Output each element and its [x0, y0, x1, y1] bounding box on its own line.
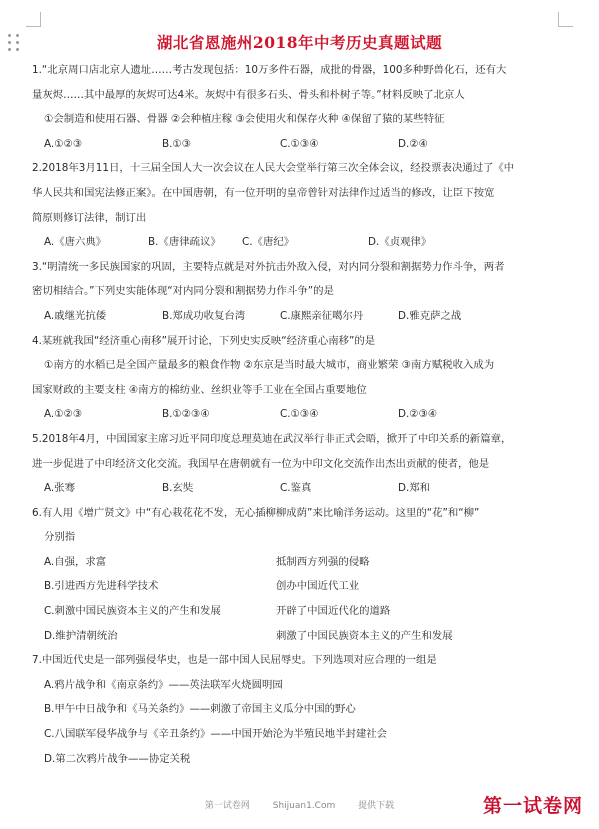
option-c-left: C.刺激中国民族资本主义的产生和发展: [44, 605, 221, 618]
brand-logo: 第一试卷网: [482, 795, 583, 817]
question-6-text: 6.有人用《增广贤文》中“有心栽花花不发，无心插柳柳成荫”来比喻洋务运动。这里的“花”和“柳”: [32, 506, 480, 519]
option-d: D.郑和: [398, 482, 431, 495]
option-b: B.玄奘: [162, 482, 194, 495]
exam-content: [32, 58, 572, 771]
option-b: B.①③: [162, 137, 192, 150]
option-a: A.①②③: [44, 408, 83, 421]
question-6-option-d: [32, 624, 572, 649]
question-2-text: 简原则修订法律，制订出: [32, 211, 147, 224]
option-d: D.②④: [398, 137, 428, 150]
question-4-statements: ①南方的水稻已是全国产量最多的粮食作物 ②东京是当时最大城市，商业繁荣 ③南方赋税收入成为: [44, 359, 495, 372]
page-title: 湖北省恩施州2018年中考历史真题试题: [156, 33, 443, 52]
option-a: A.戚继光抗倭: [44, 309, 107, 322]
option-c: C.康熙亲征噶尔丹: [280, 309, 364, 322]
option-d-left: D.维护清朝统治: [44, 629, 118, 642]
option-a: A.①②③: [44, 137, 83, 150]
question-4-text: 4.某班就我国“经济重心南移”展开讨论，下列史实反映“经济重心南移”的是: [32, 334, 376, 347]
option-c: C.八国联军侵华战争与《辛丑条约》——中国开始沦为半殖民地半封建社会: [44, 728, 388, 741]
option-d: D.《贞观律》: [368, 236, 432, 249]
question-4-options: [32, 402, 572, 427]
option-c: C.鉴真: [280, 482, 312, 495]
option-b: B.《唐律疏议》: [148, 236, 221, 249]
option-c: C.①③④: [280, 137, 319, 150]
page-corner-mark: [26, 12, 41, 27]
option-c-right: 开辟了中国近代化的道路: [276, 605, 391, 618]
option-c: C.《唐纪》: [242, 236, 295, 249]
option-d: D.第二次鸦片战争——协定关税: [44, 752, 191, 765]
footer-site-name: 第一试卷网: [204, 801, 250, 811]
option-b: B.甲午中日战争和《马关条约》——刺激了帝国主义瓜分中国的野心: [44, 703, 356, 716]
option-d: D.②③④: [398, 408, 438, 421]
question-1-statements: ①会制造和使用石器、骨器 ②会种植庄稼 ③会使用火和保存火种 ④保留了猿的某些特征: [44, 113, 445, 126]
option-a: A.张骞: [44, 482, 76, 495]
option-a: A.鸦片战争和《南京条约》——英法联军火烧圆明园: [44, 678, 283, 691]
option-a: A.《唐六典》: [44, 236, 107, 249]
question-5-options: [32, 476, 572, 501]
page-corner-mark: [558, 12, 573, 27]
question-7-text: 7.中国近代史是一部列强侵华史，也是一部中国人民屈辱史。下列选项对应合理的一组是: [32, 654, 437, 667]
question-3-text: 3.“明清统一多民族国家的巩固，主要特点就是对外抗击外敌入侵，对内同分裂和割据势力作斗争，两者: [32, 260, 505, 273]
option-b: B.郑成功收复台湾: [162, 309, 246, 322]
option-b-left: B.引进西方先进科学技术: [44, 580, 159, 593]
option-a-left: A.自强，求富: [44, 555, 107, 568]
question-5-text: 5.2018年4月，中国国家主席习近平同印度总理莫迪在武汉举行非正式会晤，掀开了中印关系的新篇章，: [32, 432, 512, 445]
question-6-text: 分别指: [44, 531, 76, 544]
option-d: D.雅克萨之战: [398, 309, 462, 322]
question-3-text: 密切相结合。”下列史实能体现“对内同分裂和割据势力作斗争”的是: [32, 285, 334, 298]
question-6-option-c: [32, 599, 572, 624]
question-5-text: 进一步促进了中印经济文化交流。我国早在唐朝就有一位为中印文化交流作出杰出贡献的使者，他是: [32, 457, 490, 470]
question-4-statements: 国家财政的主要支柱 ④南方的棉纺业、丝织业等手工业在全国占重要地位: [32, 383, 367, 396]
option-d-right: 刺激了中国民族资本主义的产生和发展: [276, 629, 453, 642]
question-3-options: [32, 304, 572, 329]
question-1-text: 1.“北京周口店北京人遗址……考古发现包括：10万多件石器，成批的骨器，100多种野兽化石，还有大: [32, 64, 507, 76]
footer-site-url[interactable]: Shijuan1.Com: [272, 801, 336, 811]
question-2-text: 华人民共和国宪法修正案》。在中国唐朝，有一位开明的皇帝曾针对法律作过适当的修改，让臣下按宽: [32, 186, 495, 199]
option-b: B.①②③④: [162, 408, 210, 421]
question-6-option-a: [32, 550, 572, 575]
question-2-options: [32, 230, 572, 255]
option-a-right: 抵制西方列强的侵略: [276, 555, 370, 568]
question-6-option-b: [32, 574, 572, 599]
question-1-text: 量灰烬……其中最厚的灰烬可达4米。灰烬中有很多石头、骨头和朴树子等。”材料反映了北京人: [32, 88, 465, 101]
footer-download-note: 提供下载: [358, 801, 395, 811]
question-1-options: [32, 132, 572, 157]
question-2-text: 2.2018年3月11日，十三届全国人大一次会议在人民大会堂举行第三次全体会议，经投票表决通过了《中: [32, 162, 515, 175]
option-c: C.①③④: [280, 408, 319, 421]
option-b-right: 创办中国近代工业: [276, 580, 360, 593]
